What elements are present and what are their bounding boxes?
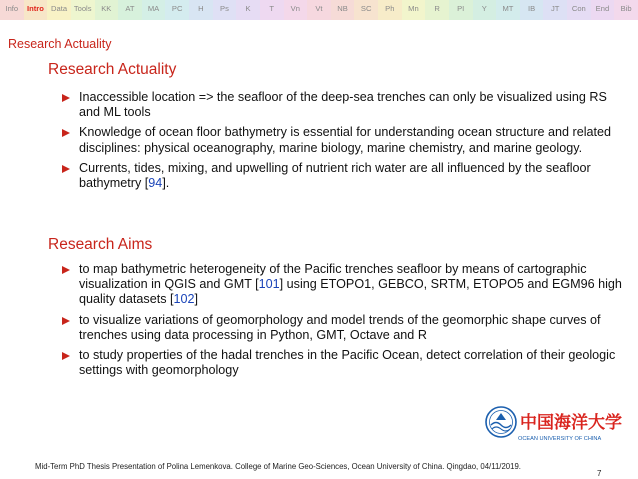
frame-title: Research Actuality — [8, 37, 112, 51]
research-aims-list — [62, 262, 622, 383]
nav-tab-r[interactable]: R — [425, 0, 449, 20]
bullet-arrow-icon — [62, 266, 70, 274]
logo-chinese-text: 中国海洋大学 — [520, 413, 622, 433]
section-navbar — [0, 0, 638, 20]
bullet-text: Knowledge of ocean floor bathymetry is essential for understanding ocean structure and related disciplines: physical oceanography, marine biology, marine chemistry, and marine geology. — [79, 125, 612, 155]
nav-tab-vt[interactable]: Vt — [307, 0, 331, 20]
list-item — [62, 125, 622, 155]
citation-link[interactable]: 94 — [148, 176, 163, 191]
bullet-text — [79, 161, 591, 190]
citation-link[interactable]: 102 — [173, 292, 195, 307]
nav-tab-tools[interactable]: Tools — [71, 0, 95, 20]
nav-tab-k[interactable]: K — [236, 0, 260, 20]
university-emblem-icon — [486, 407, 516, 437]
bullet-arrow-icon — [62, 352, 70, 360]
bullet-text-part: ] — [194, 292, 199, 307]
nav-tab-ma[interactable]: MA — [142, 0, 166, 20]
nav-tab-mt[interactable]: MT — [496, 0, 520, 20]
bullet-text-part: ]. — [162, 176, 170, 191]
nav-tab-h[interactable]: H — [189, 0, 213, 20]
list-item — [62, 90, 622, 120]
nav-tab-intro[interactable]: Intro — [24, 0, 48, 20]
nav-tab-sc[interactable]: SC — [354, 0, 378, 20]
nav-tab-con[interactable]: Con — [567, 0, 591, 20]
nav-tab-ph[interactable]: Ph — [378, 0, 402, 20]
bullet-text — [79, 262, 622, 306]
nav-tab-info[interactable]: Info — [0, 0, 24, 20]
bullet-text: to visualize variations of geomorphology and model trends of the geomorphic shape curves of trenches using data processing in Python, GMT, Octave and R — [79, 312, 601, 342]
nav-tab-pc[interactable]: PC — [165, 0, 189, 20]
nav-tab-ib[interactable]: IB — [520, 0, 544, 20]
nav-tab-ps[interactable]: Ps — [213, 0, 237, 20]
nav-tab-kk[interactable]: KK — [95, 0, 119, 20]
nav-tab-y[interactable]: Y — [473, 0, 497, 20]
bullet-arrow-icon — [62, 317, 70, 325]
bullet-text-part: ] using ETOPO1, GEBCO, SRTM, ETOPO5 and EGM96 high quality datasets [ — [79, 277, 622, 307]
page-number: 7 — [597, 469, 602, 478]
university-logo — [484, 404, 624, 448]
nav-tab-vn[interactable]: Vn — [284, 0, 308, 20]
nav-tab-nb[interactable]: NB — [331, 0, 355, 20]
list-item — [62, 348, 622, 378]
nav-tab-end[interactable]: End — [591, 0, 615, 20]
bullet-text: to study properties of the hadal trenches in the Pacific Ocean, detect correlation of their geologic settings with geomorphology — [79, 348, 616, 378]
nav-tab-at[interactable]: AT — [118, 0, 142, 20]
section-title-research-aims: Research Aims — [48, 236, 153, 253]
bullet-text-part: to map bathymetric heterogeneity of the Pacific trenches seafloor by means of cartographic visualization in QGIS and GMT [ — [79, 262, 587, 292]
nav-tab-t[interactable]: T — [260, 0, 284, 20]
list-item — [62, 161, 622, 191]
nav-tab-bib[interactable]: Bib — [614, 0, 638, 20]
bullet-text-part: Currents, tides, mixing, and upwelling of nutrient rich water are all influenced by the seafloor bathymetry [ — [79, 160, 591, 191]
section-title-research-actuality: Research Actuality — [48, 61, 177, 78]
bullet-arrow-icon — [62, 165, 70, 173]
citation-link[interactable]: 101 — [258, 277, 280, 292]
slide-footer: Mid-Term PhD Thesis Presentation of Polina Lemenkova. College of Marine Geo-Sciences, Ocean University of China. Qingdao, 04/11/2019. — [35, 462, 521, 471]
nav-tab-jt[interactable]: JT — [543, 0, 567, 20]
nav-tab-data[interactable]: Data — [47, 0, 71, 20]
bullet-text: Inaccessible location => the seafloor of the deep-sea trenches can only be visualized using RS and ML tools — [79, 90, 607, 120]
nav-tab-mn[interactable]: Mn — [402, 0, 426, 20]
research-actuality-list — [62, 90, 622, 196]
logo-english-text: OCEAN UNIVERSITY OF CHINA — [518, 436, 602, 442]
nav-tab-pi[interactable]: PI — [449, 0, 473, 20]
bullet-arrow-icon — [62, 129, 70, 137]
bullet-arrow-icon — [62, 94, 70, 102]
list-item — [62, 313, 622, 343]
list-item — [62, 262, 622, 308]
